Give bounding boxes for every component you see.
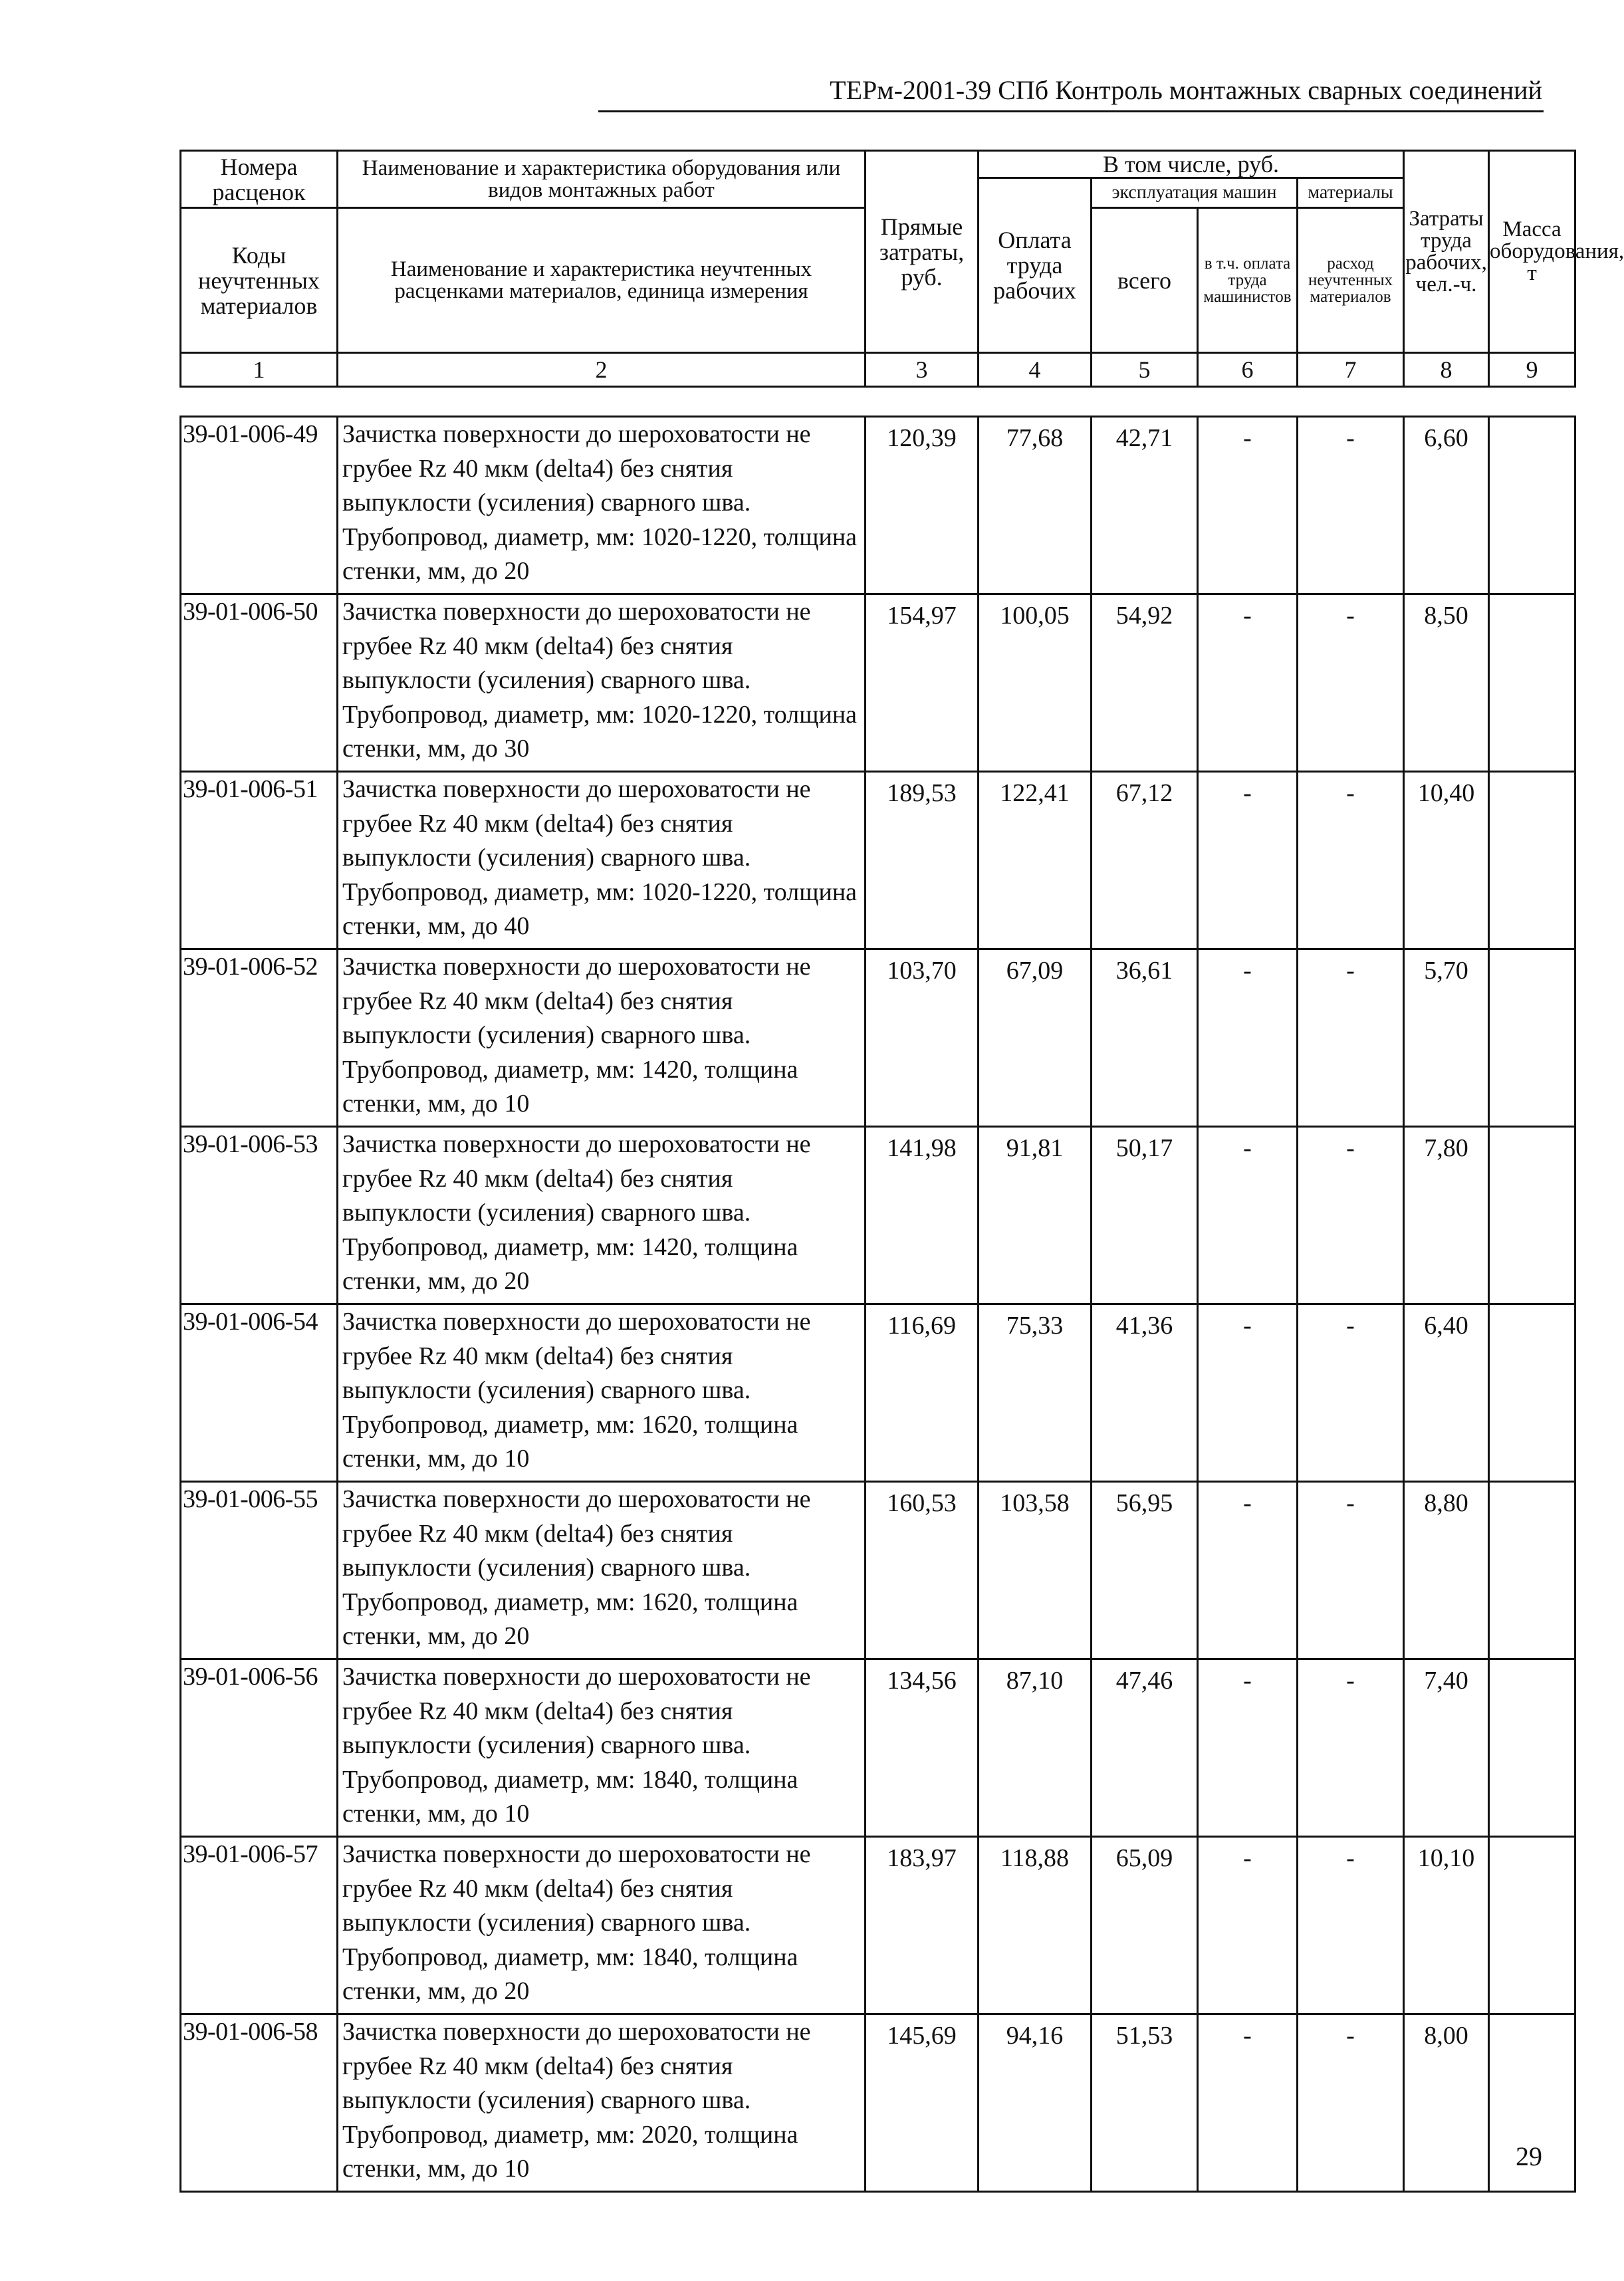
labor-hours: 7,80 [1404, 1127, 1489, 1304]
materials-usage: - [1298, 1659, 1404, 1837]
work-description: Зачистка поверхности до шероховатости не грубее Rz 40 мкм (delta4) без снятия выпуклости (усиления) сварного шва. Трубопровод, диаметр, мм: 1420, толщина стенки, мм, до 20 [338, 1127, 866, 1304]
machines-total: 41,36 [1092, 1304, 1198, 1482]
direct-costs: 120,39 [866, 417, 979, 594]
header-equipment-mass: Масса оборудования, т [1489, 151, 1575, 353]
header-direct-costs: Прямые затраты, руб. [866, 151, 979, 353]
work-description: Зачистка поверхности до шероховатости не грубее Rz 40 мкм (delta4) без снятия выпуклости (усиления) сварного шва. Трубопровод, диаметр, мм: 1020-1220, толщина стенки, мм, до 30 [338, 594, 866, 772]
rate-code: 39-01-006-55 [181, 1482, 338, 1659]
page-number: 29 [1516, 2141, 1542, 2171]
table-row [181, 594, 1575, 772]
machines-total: 47,46 [1092, 1659, 1198, 1837]
workers-pay: 87,10 [979, 1659, 1092, 1837]
direct-costs: 160,53 [866, 1482, 979, 1659]
rate-code: 39-01-006-58 [181, 2014, 338, 2192]
header-materials-usage: расход неучтенных материалов [1298, 208, 1404, 353]
header-materials: материалы [1298, 178, 1404, 208]
rate-code: 39-01-006-56 [181, 1659, 338, 1837]
machines-total: 54,92 [1092, 594, 1198, 772]
materials-usage: - [1298, 594, 1404, 772]
machinists-pay: - [1198, 1659, 1298, 1837]
rate-code: 39-01-006-49 [181, 417, 338, 594]
col-number: 4 [979, 353, 1092, 387]
header-rates: Номера расценок [181, 151, 338, 208]
work-description: Зачистка поверхности до шероховатости не грубее Rz 40 мкм (delta4) без снятия выпуклости (усиления) сварного шва. Трубопровод, диаметр, мм: 1020-1220, толщина стенки, мм, до 20 [338, 417, 866, 594]
header-machines-total: всего [1092, 208, 1198, 353]
direct-costs: 145,69 [866, 2014, 979, 2192]
col-number: 5 [1092, 353, 1198, 387]
workers-pay: 100,05 [979, 594, 1092, 772]
page-header: ТЕРм-2001-39 СПб Контроль монтажных сварных соединений [830, 75, 1542, 105]
machines-total: 51,53 [1092, 2014, 1198, 2192]
direct-costs: 103,70 [866, 949, 979, 1127]
table-row [181, 1837, 1575, 2014]
col-number: 6 [1198, 353, 1298, 387]
col-number: 2 [338, 353, 866, 387]
machinists-pay: - [1198, 1127, 1298, 1304]
table-row [181, 1482, 1575, 1659]
equipment-mass [1489, 417, 1575, 594]
materials-usage: - [1298, 1127, 1404, 1304]
labor-hours: 10,10 [1404, 1837, 1489, 2014]
labor-hours: 6,60 [1404, 417, 1489, 594]
equipment-mass [1489, 1304, 1575, 1482]
machines-total: 56,95 [1092, 1482, 1198, 1659]
workers-pay: 118,88 [979, 1837, 1092, 2014]
rate-code: 39-01-006-53 [181, 1127, 338, 1304]
header-materials-name: Наименование и характеристика неучтенных расценками материалов, единица измерения [338, 208, 866, 353]
table-row [181, 1659, 1575, 1837]
table-header [179, 150, 1624, 388]
machinists-pay: - [1198, 772, 1298, 949]
equipment-mass [1489, 949, 1575, 1127]
header-workers-pay: Оплата труда рабочих [979, 178, 1092, 353]
rate-code: 39-01-006-54 [181, 1304, 338, 1482]
materials-usage: - [1298, 1837, 1404, 2014]
labor-hours: 10,40 [1404, 772, 1489, 949]
table-row [181, 2014, 1575, 2192]
table-row [181, 1127, 1575, 1304]
header-including: В том числе, руб. [979, 151, 1404, 178]
workers-pay: 94,16 [979, 2014, 1092, 2192]
labor-hours: 5,70 [1404, 949, 1489, 1127]
col-number: 7 [1298, 353, 1404, 387]
col-number: 8 [1404, 353, 1489, 387]
direct-costs: 154,97 [866, 594, 979, 772]
table-row [181, 949, 1575, 1127]
workers-pay: 75,33 [979, 1304, 1092, 1482]
header-machines: эксплуатация машин [1092, 178, 1298, 208]
rate-code: 39-01-006-50 [181, 594, 338, 772]
machinists-pay: - [1198, 2014, 1298, 2192]
materials-usage: - [1298, 2014, 1404, 2192]
machinists-pay: - [1198, 417, 1298, 594]
workers-pay: 103,58 [979, 1482, 1092, 1659]
labor-hours: 8,50 [1404, 594, 1489, 772]
workers-pay: 122,41 [979, 772, 1092, 949]
equipment-mass [1489, 1127, 1575, 1304]
labor-hours: 6,40 [1404, 1304, 1489, 1482]
direct-costs: 189,53 [866, 772, 979, 949]
col-number: 3 [866, 353, 979, 387]
machinists-pay: - [1198, 1837, 1298, 2014]
header-labor-hours: Затраты труда рабочих, чел.-ч. [1404, 151, 1489, 353]
direct-costs: 116,69 [866, 1304, 979, 1482]
table-row [181, 772, 1575, 949]
labor-hours: 8,00 [1404, 2014, 1489, 2192]
materials-usage: - [1298, 1304, 1404, 1482]
work-description: Зачистка поверхности до шероховатости не грубее Rz 40 мкм (delta4) без снятия выпуклости (усиления) сварного шва. Трубопровод, диаметр, мм: 1620, толщина стенки, мм, до 20 [338, 1482, 866, 1659]
labor-hours: 8,80 [1404, 1482, 1489, 1659]
machinists-pay: - [1198, 1304, 1298, 1482]
materials-usage: - [1298, 1482, 1404, 1659]
work-description: Зачистка поверхности до шероховатости не грубее Rz 40 мкм (delta4) без снятия выпуклости (усиления) сварного шва. Трубопровод, диаметр, мм: 1420, толщина стенки, мм, до 10 [338, 949, 866, 1127]
work-description: Зачистка поверхности до шероховатости не грубее Rz 40 мкм (delta4) без снятия выпуклости (усиления) сварного шва. Трубопровод, диаметр, мм: 1020-1220, толщина стенки, мм, до 40 [338, 772, 866, 949]
direct-costs: 134,56 [866, 1659, 979, 1837]
machines-total: 67,12 [1092, 772, 1198, 949]
workers-pay: 77,68 [979, 417, 1092, 594]
direct-costs: 141,98 [866, 1127, 979, 1304]
equipment-mass [1489, 1482, 1575, 1659]
work-description: Зачистка поверхности до шероховатости не грубее Rz 40 мкм (delta4) без снятия выпуклости (усиления) сварного шва. Трубопровод, диаметр, мм: 1620, толщина стенки, мм, до 10 [338, 1304, 866, 1482]
header-codes: Коды неучтенных материалов [181, 208, 338, 353]
col-number: 1 [181, 353, 338, 387]
table-row [181, 1304, 1575, 1482]
workers-pay: 67,09 [979, 949, 1092, 1127]
labor-hours: 7,40 [1404, 1659, 1489, 1837]
machines-total: 50,17 [1092, 1127, 1198, 1304]
rates-table [179, 416, 1576, 2193]
machines-total: 42,71 [1092, 417, 1198, 594]
work-description: Зачистка поверхности до шероховатости не грубее Rz 40 мкм (delta4) без снятия выпуклости (усиления) сварного шва. Трубопровод, диаметр, мм: 1840, толщина стенки, мм, до 10 [338, 1659, 866, 1837]
col-number: 9 [1489, 353, 1575, 387]
rate-code: 39-01-006-52 [181, 949, 338, 1127]
workers-pay: 91,81 [979, 1127, 1092, 1304]
equipment-mass [1489, 772, 1575, 949]
materials-usage: - [1298, 949, 1404, 1127]
equipment-mass [1489, 1837, 1575, 2014]
header-work-name: Наименование и характеристика оборудования или видов монтажных работ [338, 151, 866, 208]
rate-code: 39-01-006-51 [181, 772, 338, 949]
machinists-pay: - [1198, 1482, 1298, 1659]
machinists-pay: - [1198, 949, 1298, 1127]
work-description: Зачистка поверхности до шероховатости не грубее Rz 40 мкм (delta4) без снятия выпуклости (усиления) сварного шва. Трубопровод, диаметр, мм: 2020, толщина стенки, мм, до 10 [338, 2014, 866, 2192]
machinists-pay: - [1198, 594, 1298, 772]
table-row [181, 417, 1575, 594]
equipment-mass [1489, 594, 1575, 772]
direct-costs: 183,97 [866, 1837, 979, 2014]
materials-usage: - [1298, 417, 1404, 594]
header-machinists-pay: в т.ч. оплата труда машинистов [1198, 208, 1298, 353]
rate-code: 39-01-006-57 [181, 1837, 338, 2014]
equipment-mass [1489, 1659, 1575, 1837]
machines-total: 36,61 [1092, 949, 1198, 1127]
machines-total: 65,09 [1092, 1837, 1198, 2014]
materials-usage: - [1298, 772, 1404, 949]
work-description: Зачистка поверхности до шероховатости не грубее Rz 40 мкм (delta4) без снятия выпуклости (усиления) сварного шва. Трубопровод, диаметр, мм: 1840, толщина стенки, мм, до 20 [338, 1837, 866, 2014]
header-rule [598, 110, 1544, 112]
